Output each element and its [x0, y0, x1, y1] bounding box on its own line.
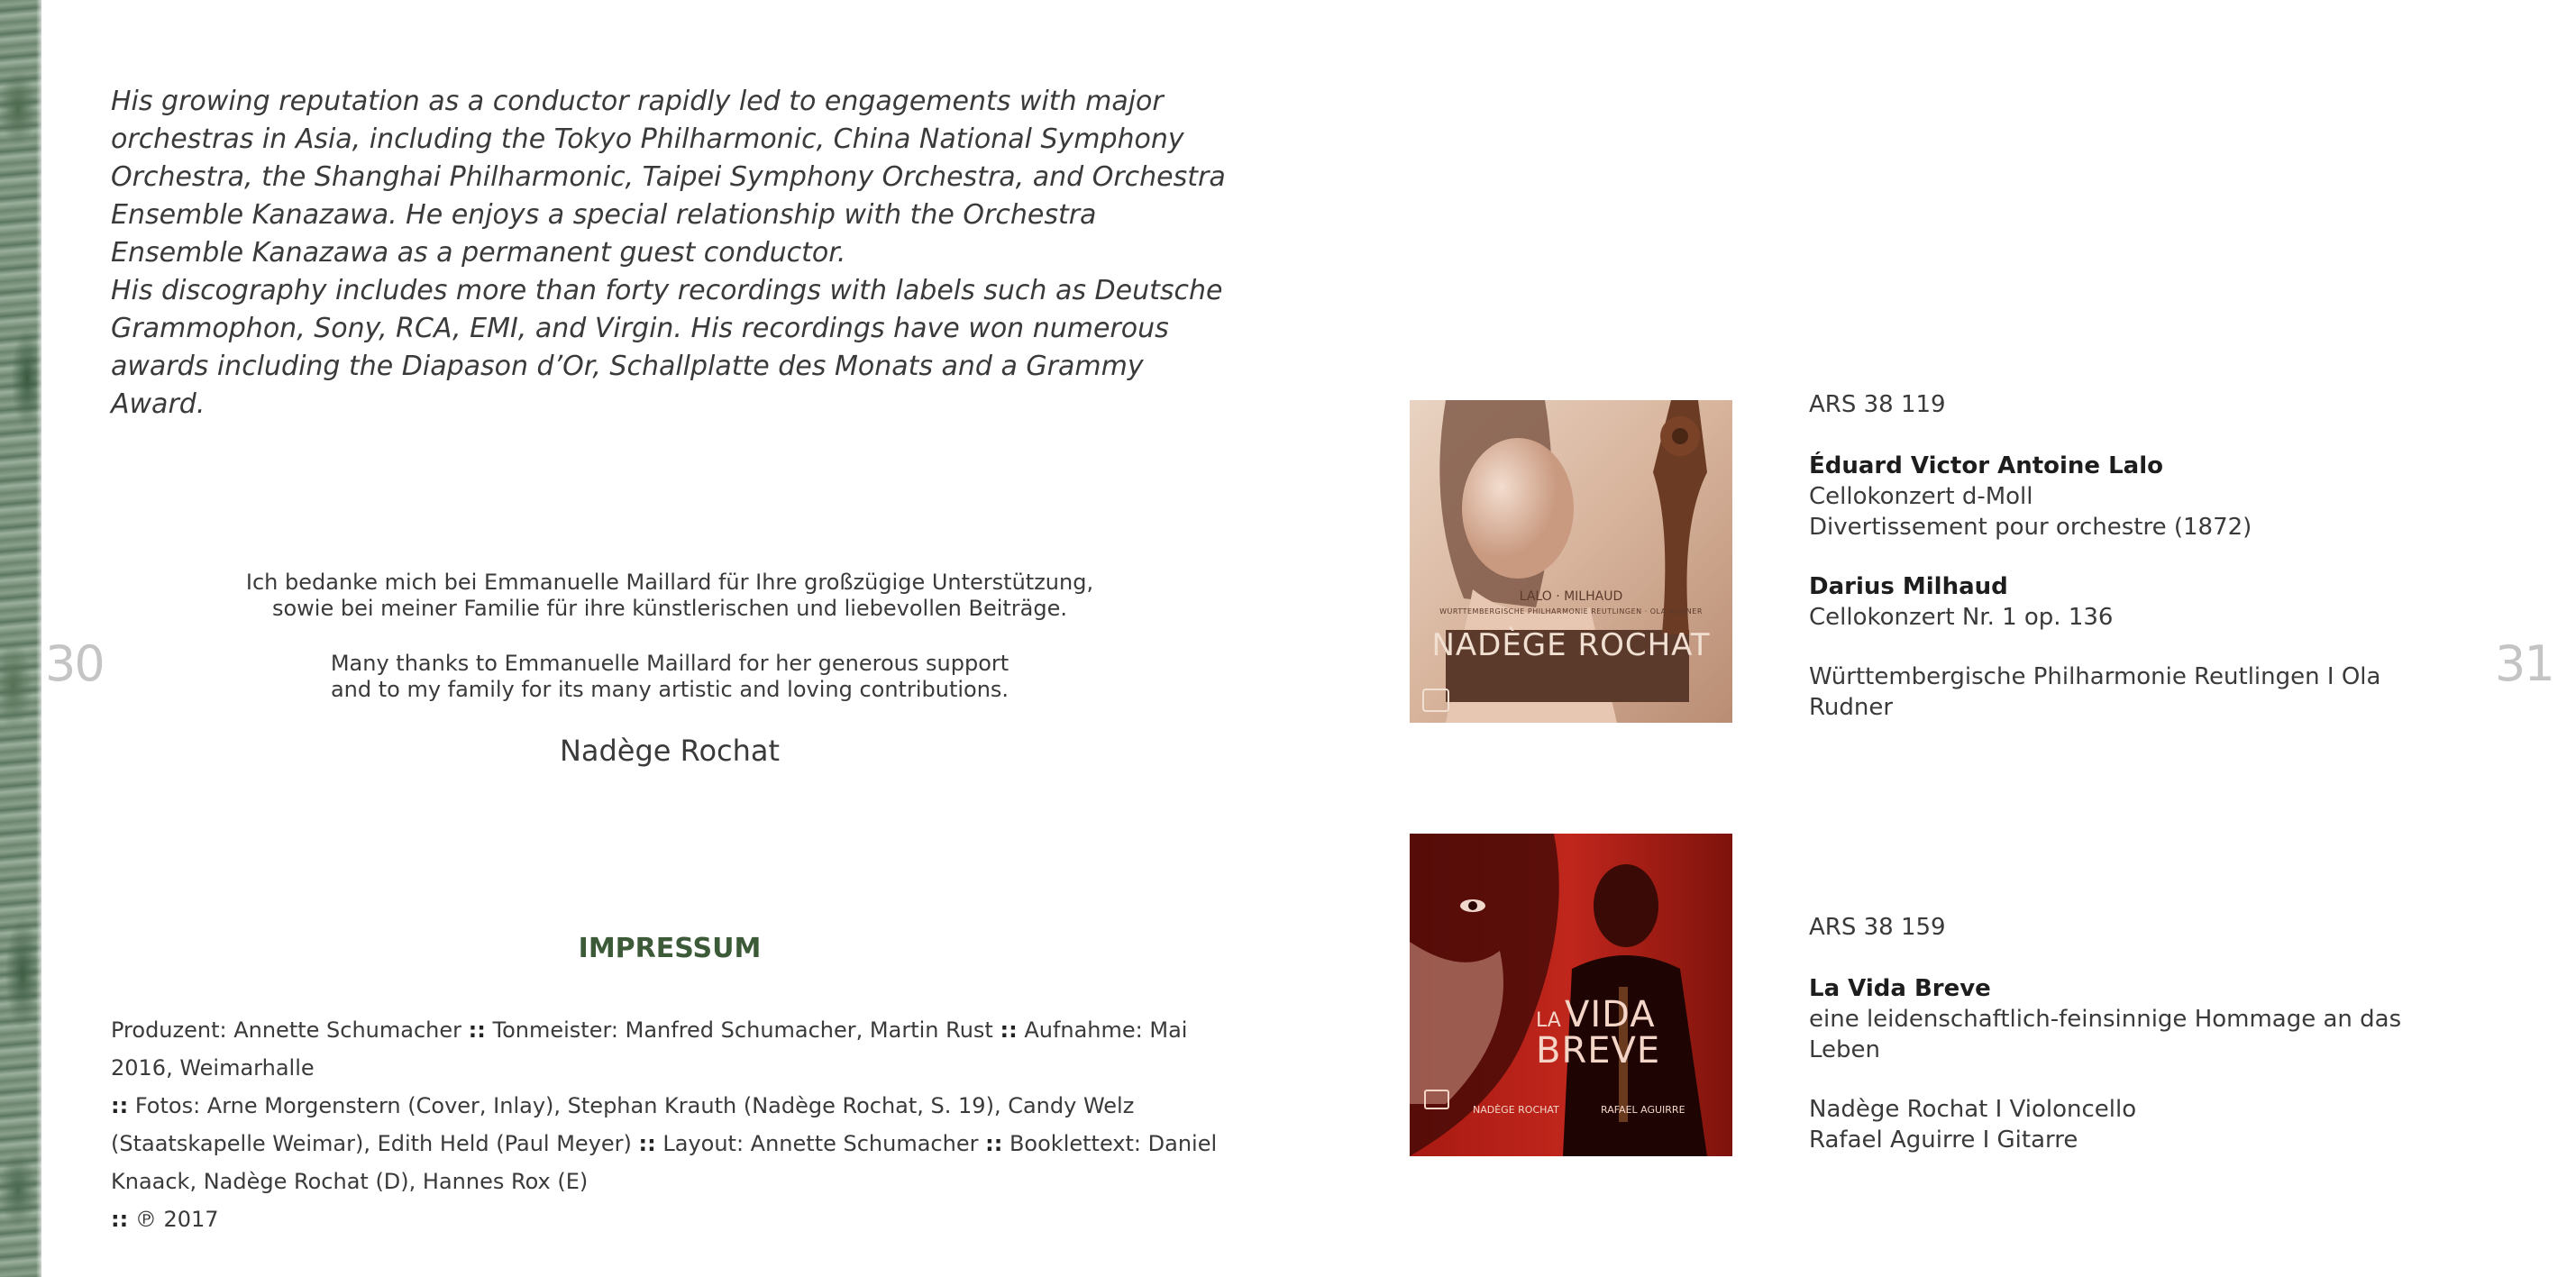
acknowledgement-english-line: Many thanks to Emmanuelle Maillard for her generous support — [330, 651, 1009, 676]
bio-paragraph-discography: His discography includes more than forty recordings with labels such as Deutsche Grammophon, Sony, RCA, EMI, and Virgin. His recordings have won numerous awards including the Diapason d’Or, Schallplatte des Monats and a Grammy Award. — [111, 275, 1223, 420]
work-title: Cellokonzert d-Moll — [1809, 483, 2033, 510]
cover2-title-vida: VIDA — [1565, 994, 1656, 1035]
cover2-artist-left: NADÈGE ROCHAT — [1473, 1104, 1559, 1116]
album-cover-lalo-milhaud-art — [1410, 400, 1732, 723]
page-number-left: 30 — [45, 635, 104, 692]
acknowledgement-german-line: sowie bei meiner Familie für ihre künstlerischen und liebevollen Beiträge. — [271, 596, 1068, 621]
release-ars-38-159 — [1809, 912, 2440, 1155]
cover2-artist-right: RAFAEL AGUIRRE — [1601, 1104, 1685, 1116]
acknowledgement-german-line: Ich bedanke mich bei Emmanuelle Maillard für Ihre großzügige Unterstützung, — [245, 570, 1094, 595]
performer-credit: Württembergische Philharmonie Reutlingen I Ola Rudner — [1809, 663, 2381, 721]
credit-separator: :: — [111, 1207, 129, 1232]
cover1-label-logo — [1422, 689, 1449, 712]
acknowledgement-english-line: and to my family for its many artistic and loving contributions. — [330, 677, 1009, 702]
credit-engineer: Tonmeister: Manfred Schumacher, Martin Rust — [492, 1017, 993, 1043]
work-title: Divertissement pour orchestre (1872) — [1809, 514, 2252, 541]
catalog-number: ARS 38 119 — [1809, 391, 1946, 418]
cover1-small-title: LALO · MILHAUD — [1519, 589, 1623, 604]
catalog-number: ARS 38 159 — [1809, 914, 1946, 941]
credit-separator: :: — [468, 1017, 486, 1043]
composer-name: Éduard Victor Antoine Lalo — [1809, 452, 2163, 479]
cover1-subline: WÜRTTEMBERGISCHE PHILHARMONIE REUTLINGEN · OLA RUDNER — [1439, 607, 1703, 616]
credit-separator: :: — [111, 1093, 129, 1118]
credit-separator: :: — [638, 1131, 656, 1156]
cover2-title-breve: BREVE — [1536, 1030, 1661, 1072]
page-number-right: 31 — [2495, 635, 2553, 692]
cover2-title-la: LA — [1536, 1009, 1561, 1032]
composer-name: Darius Milhaud — [1809, 573, 2008, 600]
bio-paragraph-reputation: His growing reputation as a conductor rapidly led to engagements with major orchestras in Asia, including the Tokyo Philharmonic, China National Symphony Orchestra, the Shanghai Philharmonic, Taipei Symphony Orchestra, and Orchestra Ensemble Kanazawa. He enjoys a special relationship with the Orchestra Ensemble Kanazawa as a permanent guest conductor. — [111, 86, 1226, 269]
cover1-artist-name: NADÈGE ROCHAT — [1431, 627, 1711, 663]
acknowledgement-german — [111, 570, 1229, 622]
credit-separator: :: — [985, 1131, 1003, 1156]
credit-photos: Fotos: Arne Morgenstern (Cover, Inlay), Stephan Krauth (Nadège Rochat, S. 19), Candy Welz (Staatskapelle Weimar), Edith Held (Paul Meyer) — [111, 1093, 1135, 1156]
credit-booklet-text: Booklettext: Daniel Knaack, Nadège Rochat (D), Hannes Rox (E) — [111, 1131, 1218, 1194]
release-ars-38-119 — [1809, 389, 2440, 723]
performer-credit: Nadège Rochat I Violoncello — [1809, 1096, 2137, 1123]
album-description: eine leidenschaftlich-feinsinnige Hommage an das Leben — [1809, 1006, 2402, 1063]
credit-layout: Layout: Annette Schumacher — [662, 1131, 979, 1156]
album-cover-lalo-milhaud — [1410, 400, 1732, 723]
cover2-label-logo — [1424, 1090, 1449, 1109]
credit-recording: Aufnahme: Mai 2016, Weimarhalle — [111, 1017, 1188, 1081]
impressum-credits — [111, 1011, 1238, 1238]
signature: Nadège Rochat — [559, 734, 781, 768]
album-title: La Vida Breve — [1809, 975, 1991, 1002]
credit-producer: Produzent: Annette Schumacher — [111, 1017, 462, 1043]
credit-separator: :: — [1000, 1017, 1018, 1043]
performer-credit: Rafael Aguirre I Gitarre — [1809, 1126, 2078, 1154]
forest-photo-strip — [0, 0, 41, 1277]
credit-copyright: ℗ 2017 — [134, 1207, 219, 1232]
album-cover-la-vida-breve — [1410, 834, 1732, 1156]
work-title: Cellokonzert Nr. 1 op. 136 — [1809, 604, 2114, 631]
acknowledgement-english — [111, 651, 1229, 703]
impressum-heading: IMPRESSUM — [578, 933, 762, 964]
